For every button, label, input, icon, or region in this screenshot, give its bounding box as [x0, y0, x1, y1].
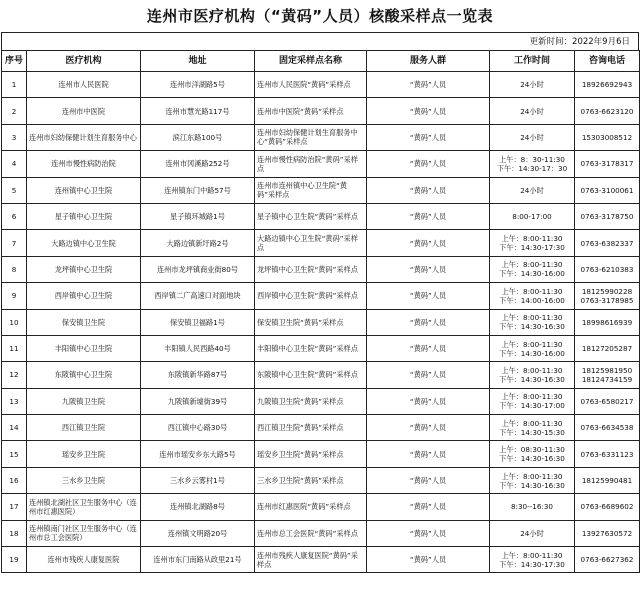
- cell-sampling-point: 连州市妇幼保健计划生育服务中心“黄码”采样点: [255, 124, 367, 150]
- table-row: [2, 98, 640, 124]
- cell-sampling-point: 大路边镇中心卫生院“黄码”采样点: [255, 230, 367, 256]
- cell-address: 丰阳镇人民西路40号: [141, 335, 255, 361]
- cell-institution: 连州镇中心卫生院: [27, 177, 141, 203]
- table-row: [2, 256, 640, 282]
- cell-work-hours: 上午：8:00-11:30 下午：14:30-16:00: [490, 335, 575, 361]
- cell-sampling-point: 连州市连州镇中心卫生院“黄码”采样点: [255, 177, 367, 203]
- cell-phone: 18998616939: [575, 309, 640, 335]
- cell-address: 连州市洋湖路5号: [141, 72, 255, 98]
- cell-institution: 瑶安乡卫生院: [27, 441, 141, 467]
- cell-phone: 0763-6382337: [575, 230, 640, 256]
- cell-phone: 0763-3178750: [575, 203, 640, 229]
- cell-phone: 18125981950 18124734159: [575, 362, 640, 388]
- cell-sampling-point: 连州市中医院“黄码”采样点: [255, 98, 367, 124]
- cell-phone: 18127205287: [575, 335, 640, 361]
- cell-service-group: “黄码”人员: [367, 309, 490, 335]
- cell-phone: 0763-3100061: [575, 177, 640, 203]
- cell-work-hours: 上午：08:30-11:30 下午：14:30-16:30: [490, 441, 575, 467]
- cell-index: 19: [2, 547, 27, 573]
- cell-index: 12: [2, 362, 27, 388]
- cell-sampling-point: 连州市红惠医院“黄码”采样点: [255, 494, 367, 520]
- cell-service-group: “黄码”人员: [367, 256, 490, 282]
- cell-institution: 连州市慢性病防治院: [27, 151, 141, 177]
- table-row: [2, 151, 640, 177]
- cell-service-group: “黄码”人员: [367, 335, 490, 361]
- cell-service-group: “黄码”人员: [367, 203, 490, 229]
- cell-address: 滨江东路100号: [141, 124, 255, 150]
- table-body: [2, 72, 640, 573]
- cell-phone: 0763-6331123: [575, 441, 640, 467]
- cell-institution: 西岸镇中心卫生院: [27, 283, 141, 309]
- cell-sampling-point: 龙坪镇中心卫生院“黄码”采样点: [255, 256, 367, 282]
- table-row: [2, 362, 640, 388]
- cell-work-hours: 上午：8:00-11:30 下午：14:30-15:30: [490, 415, 575, 441]
- cell-address: 东陂镇新华路87号: [141, 362, 255, 388]
- cell-work-hours: 上午：8:00-11:30 下午：14:30-16:30: [490, 467, 575, 493]
- cell-address: 星子镇环城路1号: [141, 203, 255, 229]
- cell-work-hours: 上午：8:00-11:30 下午：14:00-16:00: [490, 283, 575, 309]
- cell-sampling-point: 东陂镇中心卫生院“黄码”采样点: [255, 362, 367, 388]
- cell-phone: 18125990481: [575, 467, 640, 493]
- cell-work-hours: 24小时: [490, 72, 575, 98]
- cell-service-group: “黄码”人员: [367, 547, 490, 573]
- table-row: [2, 388, 640, 414]
- table-row: [2, 547, 640, 573]
- cell-service-group: “黄码”人员: [367, 388, 490, 414]
- header-work-hours: 工作时间: [490, 51, 575, 72]
- cell-service-group: “黄码”人员: [367, 283, 490, 309]
- cell-institution: 保安镇卫生院: [27, 309, 141, 335]
- cell-index: 1: [2, 72, 27, 98]
- cell-phone: 0763-6634538: [575, 415, 640, 441]
- cell-address: 连州镇东门中路57号: [141, 177, 255, 203]
- cell-service-group: “黄码”人员: [367, 520, 490, 546]
- cell-address: 三水乡云雾村1号: [141, 467, 255, 493]
- cell-index: 18: [2, 520, 27, 546]
- cell-service-group: “黄码”人员: [367, 72, 490, 98]
- cell-index: 13: [2, 388, 27, 414]
- cell-service-group: “黄码”人员: [367, 124, 490, 150]
- cell-work-hours: 8:30--16:30: [490, 494, 575, 520]
- cell-service-group: “黄码”人员: [367, 415, 490, 441]
- header-service-group: 服务人群: [367, 51, 490, 72]
- cell-service-group: “黄码”人员: [367, 467, 490, 493]
- cell-institution: 三水乡卫生院: [27, 467, 141, 493]
- cell-address: 连州市慧光路117号: [141, 98, 255, 124]
- cell-phone: 13927630572: [575, 520, 640, 546]
- page-title: 连州市医疗机构（“黄码”人员）核酸采样点一览表: [146, 7, 494, 25]
- cell-index: 7: [2, 230, 27, 256]
- cell-address: 连州市龙坪镇商业街80号: [141, 256, 255, 282]
- cell-index: 10: [2, 309, 27, 335]
- cell-phone: 18125990228 0763-3178985: [575, 283, 640, 309]
- table-row: [2, 335, 640, 361]
- cell-institution: 连州镇北湖社区卫生服务中心（连州市红惠医院）: [27, 494, 141, 520]
- header-sampling-point: 固定采样点名称: [255, 51, 367, 72]
- cell-phone: 0763-6580217: [575, 388, 640, 414]
- cell-index: 17: [2, 494, 27, 520]
- cell-index: 11: [2, 335, 27, 361]
- cell-address: 保安镇卫福路1号: [141, 309, 255, 335]
- cell-address: 连州市瑶安乡东大路5号: [141, 441, 255, 467]
- cell-index: 2: [2, 98, 27, 124]
- table-row: [2, 467, 640, 493]
- cell-institution: 龙坪镇中心卫生院: [27, 256, 141, 282]
- cell-phone: 0763-3178317: [575, 151, 640, 177]
- cell-index: 3: [2, 124, 27, 150]
- cell-phone: 0763-6689602: [575, 494, 640, 520]
- cell-work-hours: 24小时: [490, 177, 575, 203]
- cell-sampling-point: 丰阳镇中心卫生院“黄码”采样点: [255, 335, 367, 361]
- table-row: [2, 283, 640, 309]
- header-address: 地址: [141, 51, 255, 72]
- cell-sampling-point: 保安镇卫生院“黄码”采样点: [255, 309, 367, 335]
- cell-sampling-point: 连州市人民医院“黄码”采样点: [255, 72, 367, 98]
- cell-index: 9: [2, 283, 27, 309]
- cell-phone: 0763-6210383: [575, 256, 640, 282]
- cell-index: 5: [2, 177, 27, 203]
- cell-sampling-point: 瑶安乡卫生院“黄码”采样点: [255, 441, 367, 467]
- cell-address: 连州镇文明路20号: [141, 520, 255, 546]
- cell-service-group: “黄码”人员: [367, 362, 490, 388]
- cell-sampling-point: 九陂镇卫生院“黄码”采样点: [255, 388, 367, 414]
- cell-institution: 星子镇中心卫生院: [27, 203, 141, 229]
- cell-sampling-point: 连州市残疾人康复医院“黄码”采样点: [255, 547, 367, 573]
- cell-work-hours: 24小时: [490, 520, 575, 546]
- cell-index: 4: [2, 151, 27, 177]
- cell-index: 6: [2, 203, 27, 229]
- cell-service-group: “黄码”人员: [367, 177, 490, 203]
- cell-work-hours: 24小时: [490, 98, 575, 124]
- cell-institution: 西江镇卫生院: [27, 415, 141, 441]
- cell-address: 西江镇中心路30号: [141, 415, 255, 441]
- cell-institution: 连州市妇幼保健计划生育服务中心: [27, 124, 141, 150]
- cell-work-hours: 8:00-17:00: [490, 203, 575, 229]
- cell-work-hours: 24小时: [490, 124, 575, 150]
- cell-institution: 丰阳镇中心卫生院: [27, 335, 141, 361]
- cell-sampling-point: 三水乡卫生院“黄码”采样点: [255, 467, 367, 493]
- table-row: [2, 520, 640, 546]
- table-row: [2, 124, 640, 150]
- cell-index: 16: [2, 467, 27, 493]
- cell-institution: 连州镇南门社区卫生服务中心（连州市总工会医院）: [27, 520, 141, 546]
- cell-institution: 东陂镇中心卫生院: [27, 362, 141, 388]
- table-row: [2, 203, 640, 229]
- cell-sampling-point: 西江镇卫生院“黄码”采样点: [255, 415, 367, 441]
- cell-sampling-point: 西岸镇中心卫生院“黄码”采样点: [255, 283, 367, 309]
- cell-sampling-point: 星子镇中心卫生院“黄码”采样点: [255, 203, 367, 229]
- table-header-row: [2, 51, 640, 72]
- cell-institution: 连州市残疾人康复医院: [27, 547, 141, 573]
- table-row: [2, 441, 640, 467]
- cell-index: 15: [2, 441, 27, 467]
- cell-address: 九陂镇新墟街39号: [141, 388, 255, 414]
- header-institution: 医疗机构: [27, 51, 141, 72]
- cell-phone: 0763-6623120: [575, 98, 640, 124]
- cell-work-hours: 上午：8:00-11:30 下午：14:30-16:00: [490, 256, 575, 282]
- table-row: [2, 415, 640, 441]
- cell-address: 大路边镇新圩路2号: [141, 230, 255, 256]
- sampling-points-table: [1, 50, 640, 573]
- table-row: [2, 72, 640, 98]
- cell-work-hours: 上午：8:00-11:30 下午：14:30-16:30: [490, 362, 575, 388]
- cell-work-hours: 上午：8:00-11:30 下午：14:30-17:30: [490, 547, 575, 573]
- cell-address: 连州市冈溪路252号: [141, 151, 255, 177]
- update-time: 更新时间：2022年9月6日: [1, 32, 639, 50]
- cell-phone: 18926692943: [575, 72, 640, 98]
- table-row: [2, 230, 640, 256]
- cell-index: 14: [2, 415, 27, 441]
- cell-work-hours: 上午：8：30-11:30 下午：14:30-17：30: [490, 151, 575, 177]
- cell-work-hours: 上午：8:00-11:30 下午：14:30-16:30: [490, 309, 575, 335]
- cell-service-group: “黄码”人员: [367, 441, 490, 467]
- cell-institution: 大路边镇中心卫生院: [27, 230, 141, 256]
- cell-phone: 15303008512: [575, 124, 640, 150]
- cell-service-group: “黄码”人员: [367, 230, 490, 256]
- cell-work-hours: 上午：8:00-11:30 下午：14:30-17:00: [490, 388, 575, 414]
- cell-address: 西岸镇二广高速口对面地块: [141, 283, 255, 309]
- cell-service-group: “黄码”人员: [367, 98, 490, 124]
- cell-service-group: “黄码”人员: [367, 151, 490, 177]
- cell-phone: 0763-6627362: [575, 547, 640, 573]
- cell-index: 8: [2, 256, 27, 282]
- table-row: [2, 494, 640, 520]
- table-row: [2, 309, 640, 335]
- cell-sampling-point: 连州市总工会医院“黄码”采样点: [255, 520, 367, 546]
- cell-sampling-point: 连州市慢性病防治院“黄码”采样点: [255, 151, 367, 177]
- cell-service-group: “黄码”人员: [367, 494, 490, 520]
- cell-institution: 连州市人民医院: [27, 72, 141, 98]
- cell-institution: 连州市中医院: [27, 98, 141, 124]
- header-index: 序号: [2, 51, 27, 72]
- cell-institution: 九陂镇卫生院: [27, 388, 141, 414]
- cell-address: 连州镇北湖路8号: [141, 494, 255, 520]
- header-phone: 咨询电话: [575, 51, 640, 72]
- cell-address: 连州市东门南路从政里21号: [141, 547, 255, 573]
- cell-work-hours: 上午：8:00-11:30 下午：14:30-17:30: [490, 230, 575, 256]
- table-row: [2, 177, 640, 203]
